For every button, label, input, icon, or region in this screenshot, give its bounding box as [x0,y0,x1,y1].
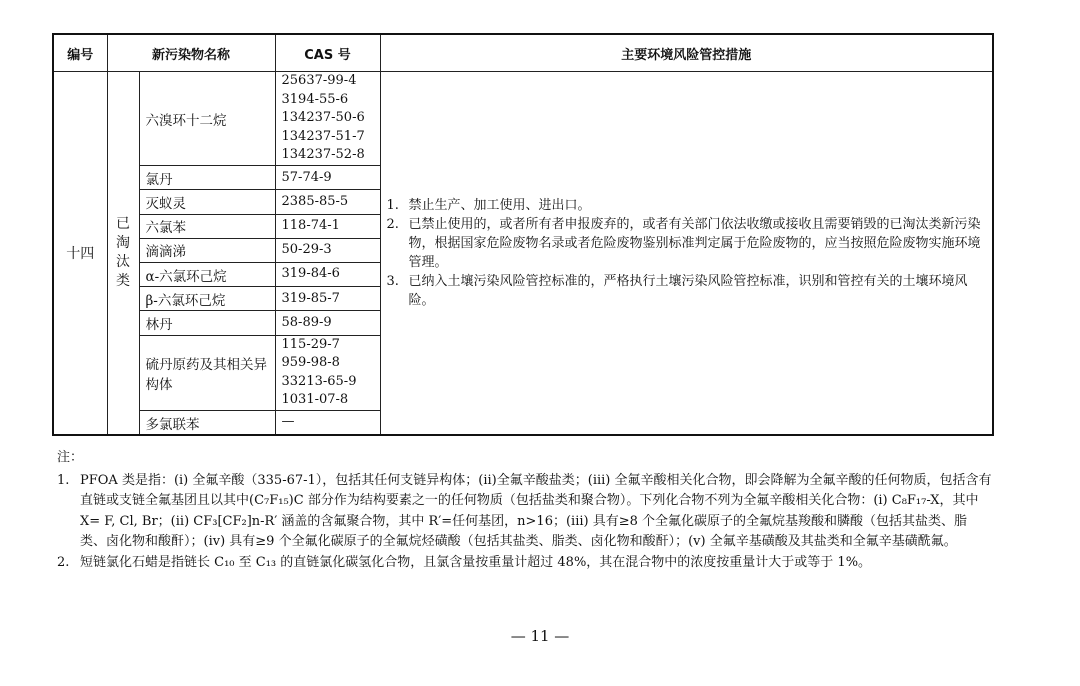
table-header-row [53,34,993,72]
measure-number: 3. [386,274,399,289]
cas-number: 134237-52-8 [281,147,365,163]
pollutant-name: 多氯联苯 [139,411,275,435]
cas-cell [275,263,380,287]
cas-cell [275,72,380,166]
measure-item [387,196,986,215]
cas-cell [275,166,380,190]
note-item [57,553,992,574]
cas-cell [275,287,380,311]
cas-number: 959-98-8 [281,355,340,371]
category-char: 已 [116,216,130,232]
measure-text: 已纳入土壤污染风险管控标准的，严格执行土壤污染风险管控标准，识别和管控有关的土壤环境风险。 [408,274,968,308]
cas-number: — [281,414,295,430]
header-cas: CAS 号 [275,34,380,72]
header-measures: 主要环境风险管控措施 [380,34,993,72]
note-number: 2. [57,554,70,570]
category-char: 淘 [116,235,130,251]
measure-item [387,272,986,310]
table-row [53,72,993,166]
header-num: 编号 [53,34,107,72]
pollutant-name: 灭蚁灵 [139,190,275,214]
note-text: PFOA 类是指：(i) 全氟辛酸（335-67-1），包括其任何支链异构体；(ii)全氟辛酸盐类；(iii) 全氟辛酸相关化合物，即会降解为全氟辛酸的任何物质，包括含有直链或支链全氟基团且以其中(C₇F₁₅)C 部分作为结构要素之一的任何物质（包括盐类和聚合物）。下列化合物不列为全氟辛酸相关化合物：(i) C₈F₁₇-X，其中 X= F, Cl, Br；(ii) CF₃[CF₂]n-R′ 涵盖的含氟聚合物，其中 R′=任何基团，n>16；(iii) 具有≥8 个全氟化碳原子的全氟烷基羧酸和膦酸（包括其盐类、脂类、卤化物和酸酐）；(iv) 具有≥9 个全氟化碳原子的全氟烷烃磺酸（包括其盐类、脂类、卤化物和酸酐）；(v) 全氟辛基磺酸及其盐类和全氟辛基磺酰氟。 [80,472,992,550]
pollutant-name: β-六氯环己烷 [139,287,275,311]
header-name: 新污染物名称 [107,34,275,72]
page-number: — 11 — [510,627,570,645]
note-text: 短链氯化石蜡是指链长 C₁₀ 至 C₁₃ 的直链氯化碳氢化合物，且氯含量按重量计超过 48%，其在混合物中的浓度按重量计大于或等于 1%。 [80,554,872,570]
notes-list [57,471,992,574]
cas-number: 319-85-7 [281,290,340,306]
pollutant-name: 硫丹原药及其相关异构体 [139,335,275,411]
pollutant-name: α-六氯环己烷 [139,263,275,287]
pollutant-table [52,33,994,436]
cas-number: 50-29-3 [281,242,332,258]
cas-cell [275,311,380,335]
category-char: 汰 [116,254,130,270]
pollutant-name: 林丹 [139,311,275,335]
measure-number: 2. [386,217,399,232]
pollutant-category [107,72,139,436]
cas-number: 3194-55-6 [281,91,349,107]
cas-number: 25637-99-4 [281,73,357,89]
cas-number: 57-74-9 [281,169,332,185]
note-item [57,471,992,553]
pollutant-name: 六溴环十二烷 [139,72,275,166]
notes-heading: 注： [57,450,84,465]
cas-number: 115-29-7 [281,336,340,352]
measure-item [387,215,986,272]
cas-number: 1031-07-8 [281,392,349,408]
measure-number: 1. [386,198,399,213]
cas-number: 58-89-9 [281,314,332,330]
pollutant-name: 氯丹 [139,166,275,190]
note-number: 1. [57,472,70,488]
category-char: 类 [116,273,130,289]
cas-cell [275,190,380,214]
cas-number: 134237-50-6 [281,110,365,126]
cas-number: 33213-65-9 [281,373,357,389]
cas-cell [275,214,380,238]
cas-number: 2385-85-5 [281,193,349,209]
notes-section [57,448,992,574]
cas-number: 134237-51-7 [281,128,365,144]
pollutant-name: 滴滴涕 [139,238,275,262]
table-body [53,72,993,436]
cas-cell [275,238,380,262]
cas-cell [275,335,380,411]
pollutant-number: 十四 [53,72,107,436]
pollutant-name: 六氯苯 [139,214,275,238]
measures-cell [380,72,993,436]
cas-cell [275,411,380,435]
measure-text: 禁止生产、加工使用、进出口。 [408,198,591,213]
cas-number: 118-74-1 [281,217,340,233]
cas-number: 319-84-6 [281,266,340,282]
measure-text: 已禁止使用的，或者所有者申报废弃的，或者有关部门依法收缴或接收且需要销毁的已淘汰类新污染物，根据国家危险废物名录或者危险废物鉴别标准判定属于危险废物的，应当按照危险废物实施环境管理。 [408,217,981,270]
